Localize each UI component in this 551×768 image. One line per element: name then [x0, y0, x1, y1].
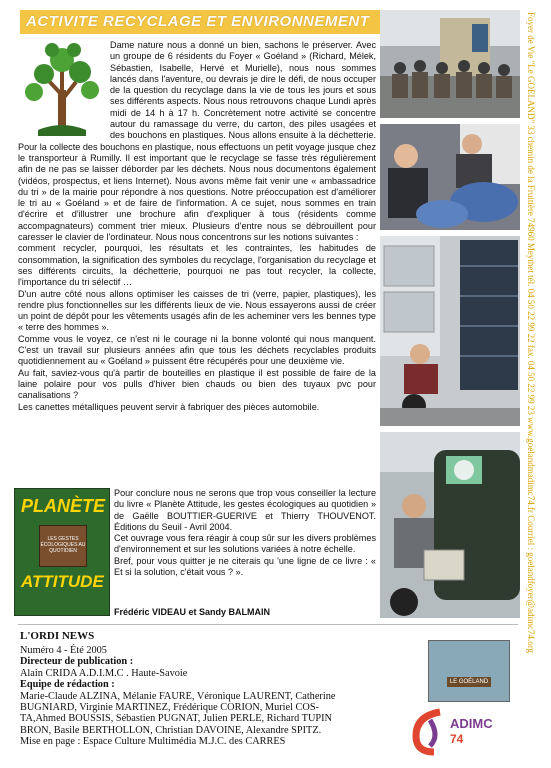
team-line: BUGNIARD, Virginie MARTINEZ, Frédérique CORION, Muriel COS-	[20, 702, 319, 714]
team-line: Marie-Claude ALZINA, Mélanie FAURE, Véronique LAURENT, Catherine	[20, 690, 336, 702]
book-title-top: PLANÈTE	[21, 496, 106, 516]
issue: Numéro 4 - Été 2005	[20, 645, 107, 656]
adimc-logo	[410, 706, 520, 756]
signature: Frédéric VIDEAU et Sandy BALMAIN	[114, 607, 271, 617]
director-label: Directeur de publication :	[20, 656, 134, 668]
paragraph: Bref, pour vous quitter je ne citerais qu 'une ligne de ce livre : « Et si la solution, c'était vous ? ».	[114, 555, 376, 578]
director: Alain CRIDA A.D.I.M.C . Haute-Savoie	[20, 667, 188, 679]
page-title: ACTIVITE RECYCLAGE ET ENVIRONNEMENT	[20, 10, 382, 34]
house-illustration	[39, 525, 87, 567]
conclusion	[114, 488, 376, 578]
paragraph: Cet ouvrage vous fera réagir à coup sûr sur les divers problèmes d'environnement et sur les solutions variées à notre échelle.	[114, 533, 376, 555]
photo-group-outside	[380, 10, 520, 118]
paragraph: Comme vous le voyez, ce n'est ni le courage ni la bonne volonté qui nous manquent. C'est un travail sur plusieurs années afin que tous les déchets recyclables produits quotidiennement au « Goéland » puissent être récupérés pour une deuxième vie.	[18, 333, 376, 367]
tree-recycle-icon	[18, 40, 106, 138]
team-line: TA,Ahmed BOUSSIS, Sébastien PUGNAT, Julien PERLE, Richard TUPIN	[20, 713, 332, 725]
paragraph: Les canettes métalliques peuvent servir à fabriquer des pièces automobile.	[18, 401, 320, 412]
paragraph: Dame nature nous a donné un bien, sachons le préserver. Avec un groupe de 6 résidents du Foyer « Goéland » (Richard, Mélek, Sébastien, Isabelle, Hervé et Murielle), nous nous sommes lancés dans l'aventure, ou devrais je dire le défi, de nous occuper de la question du recyclage dans la vie de tous les jours et sous ses différents aspects. Nous nous retrouvons chaque Lundi après midi de 14 h à 17 h. Concrètement notre activité se concentre autour du ramassage du verre, du carton, des piles usagées et des bouchons en plastiques. Nous allons ensuite à la déchetterie. Pour la collecte des bouchons en plastique, nous effectuons un petit voyage jusque chez le transporteur à Rumilly. Il est important que le recyclage se fasse très régulièrement afin de ne pas se laisser déborder par les déchets. Nous nous documentons également (vidéos, prospectus, et liens Internet). Nous avons même fait venir une « ambassadrice du tri » de la mairie pour répondre à nos questions. Notre préoccupation est d'améliorer le tri au « Goéland » et de faire de l'information. A ce sujet, nous sommes en train d'écrire et d'illustrer une brochure afin d'expliquer à tous (résidents comme accompagnateurs) comment trier mieux. Plusieurs d'entre nous se débrouillent pour caresser le clavier de l'ordinateur. Nous nous concentrons sur les notions suivantes :	[18, 40, 376, 243]
photo-glass-container	[380, 432, 520, 618]
adimc-swirl-icon	[410, 706, 450, 756]
team-line: BRON, Basile BERTHOLLON, Christian DAVOINE, Alexandre SPITZ.	[20, 724, 322, 736]
house-text: LES GESTES ÉCOLOGIQUES AU QUOTIDIEN	[40, 536, 86, 554]
book-cover	[14, 488, 110, 616]
paragraph: Pour conclure nous ne serons que trop vous conseiller la lecture du livre « Planète Attitude, les gestes écologiques au quotidien » de Gaëlle BOUTTIER-GUERIVE et Thierry THOUVENOT. Éditions du Seuil - Avril 2004.	[114, 488, 376, 532]
photo-bottle-caps	[380, 124, 520, 230]
layout-credit: Mise en page : Espace Culture Multimédia M.J.C. des CARRES	[20, 736, 286, 748]
book-title-bottom: ATTITUDE	[21, 572, 104, 591]
team-label: Equipe de rédaction :	[20, 679, 115, 691]
masthead	[20, 645, 380, 748]
logo-number: 74	[450, 732, 464, 746]
logo-name: ADIMC	[450, 716, 493, 731]
article-body	[18, 40, 376, 413]
sign-text: LE GOÉLAND	[447, 677, 491, 687]
newsletter-name: L'ORDI NEWS	[20, 630, 95, 642]
goeland-sign-photo	[428, 640, 510, 702]
contact-sidebar	[524, 12, 546, 654]
divider	[18, 624, 518, 625]
photo-recycling-bins	[380, 236, 520, 426]
contact-text: Foyer de Vie "Le GOELAND" 33 chemin de la Fruitière 74960 Meythet tél. 04 50 22 99 22 fax. 04 50 22 99 23 www.goelandmadimc74.fr Courriel : goelandfoyer@adimc74.org	[526, 12, 536, 654]
paragraph: comment recycler, pourquoi, les résultats et les contraintes, les habitudes de consommation, la signification des symboles du recyclage, l'organisation du recyclage et ses différents circuits, la déchetterie, pourquoi ne pas tout recycler, la collecte, l'importance du tri sélectif …	[18, 243, 376, 288]
paragraph: D'un autre côté nous allons optimiser les caisses de tri (verre, papier, plastiques), les rendre plus fonctionnelles sur les différents lieux de vie. Nous essayerons aussi de créer un point de dépôt pour les vêtements usagés afin de les acheminer vers les bennes type « terre des hommes ».	[18, 288, 376, 333]
paragraph: Au fait, saviez-vous qu'à partir de bouteilles en plastique il est possible de faire de la laine polaire pour vos pulls d'hiver bien chauds ou bien des tuyaux pvc pour canalisations ?	[18, 367, 376, 401]
